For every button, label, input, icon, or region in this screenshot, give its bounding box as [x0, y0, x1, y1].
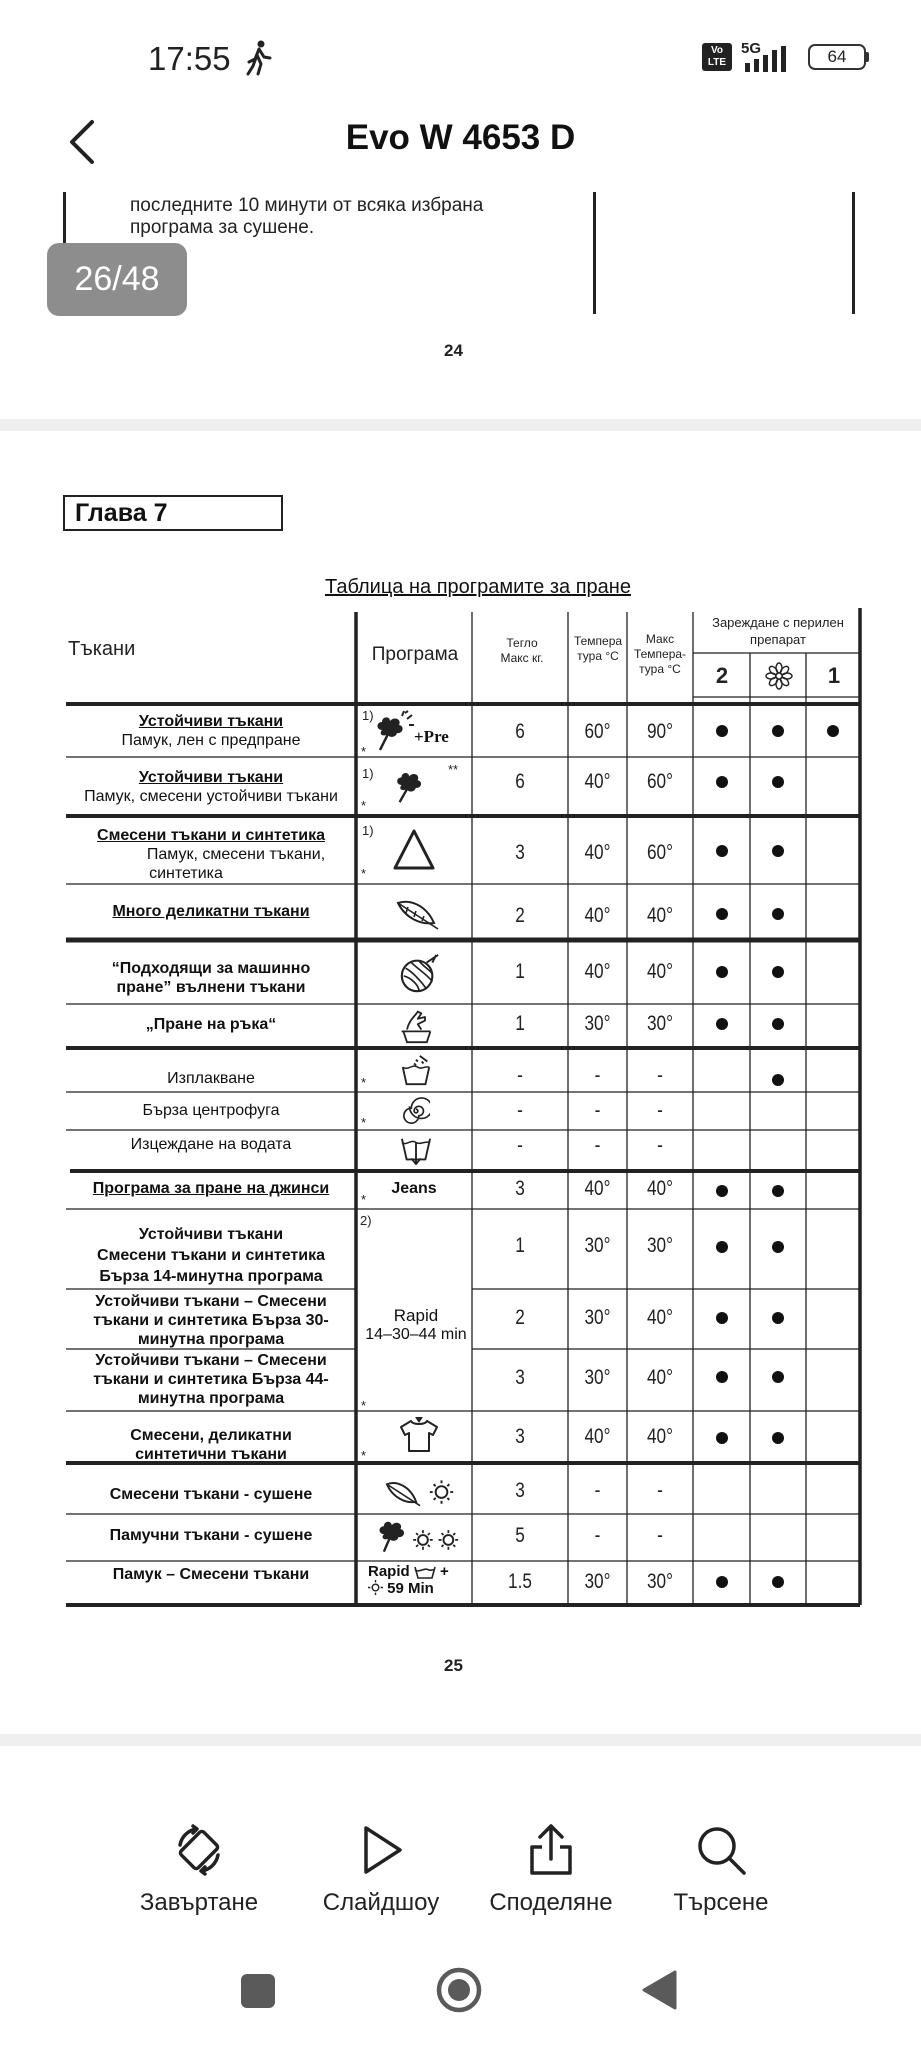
fabric-title: “Подходящи за машинно пране” вълнени тъкани [111, 960, 311, 996]
detergent-dot [716, 966, 728, 978]
rapid-59-label [368, 1563, 468, 1597]
detergent-dot [772, 1185, 784, 1197]
battery-indicator: 64 [808, 44, 866, 70]
weight-value: - [517, 1099, 523, 1122]
fabric-cell [68, 1135, 354, 1154]
fabric-cell [68, 1565, 354, 1584]
fabric-title: „Пране на ръка“ [145, 1016, 277, 1033]
fabric-title: Смесени, деликатни синтетични тъкани [130, 1427, 292, 1463]
shirt-icon [399, 1415, 439, 1453]
weight-value: - [517, 1134, 523, 1157]
weight-value: 1 [515, 1012, 525, 1035]
triangle-synthetic-icon [392, 828, 436, 872]
plus-sign: + [440, 1563, 449, 1580]
detergent-dot [716, 776, 728, 788]
detergent-dot [716, 1018, 728, 1030]
fabric-title: Програма за пране на джинси [92, 1180, 330, 1197]
page-separator [0, 1734, 921, 1746]
detergent-dot [716, 908, 728, 920]
weight-value: 2 [515, 904, 525, 927]
feather-icon [394, 897, 440, 931]
detergent-dot [772, 1432, 784, 1444]
detergent-dot [772, 776, 784, 788]
fabric-cell [68, 1351, 354, 1408]
walking-icon [244, 40, 274, 76]
max-temp-value: - [657, 1524, 663, 1547]
asterisk-mark: * [361, 744, 367, 759]
temp-value: 40° [584, 770, 611, 793]
detergent-dot [772, 845, 784, 857]
max-temp-value: 30° [646, 1012, 674, 1035]
search-button[interactable] [631, 1823, 811, 1917]
detergent-dot [716, 1312, 728, 1324]
temp-value: 40° [584, 841, 611, 864]
rotate-label: Завъртане [139, 1889, 259, 1916]
asterisk-mark: * [361, 1075, 367, 1090]
detergent-dot [716, 1371, 728, 1383]
max-temp-value: - [657, 1064, 663, 1087]
share-label: Споделяне [489, 1889, 613, 1916]
text-line: последните 10 минути от всяка избрана [130, 195, 484, 216]
tub-icon [414, 1565, 436, 1579]
asterisk-mark: * [361, 1115, 367, 1130]
status-time: 17:55 [148, 40, 231, 77]
weight-value: 3 [515, 1177, 525, 1200]
fabric-subtitle: Памук, смесени тъкани, синтетика [146, 846, 326, 882]
search-label: Търсене [673, 1889, 769, 1916]
cotton-icon [392, 765, 430, 805]
detergent-dot [772, 1241, 784, 1253]
detergent-dot [772, 1312, 784, 1324]
table-border [852, 192, 855, 314]
weight-value: 2 [515, 1306, 525, 1329]
fabric-title: Много деликатни тъкани [112, 903, 310, 920]
detergent-dot [772, 908, 784, 920]
fabric-title: Изцеждане на водата [130, 1136, 292, 1153]
temp-value: 40° [584, 1425, 611, 1448]
detergent-dot [772, 725, 784, 737]
play-icon [354, 1823, 408, 1877]
footnote-mark: 2) [360, 1213, 372, 1228]
weight-value: 1 [515, 960, 525, 983]
weight-value: 5 [515, 1524, 525, 1547]
signal-icon [740, 46, 798, 72]
detergent-dot [716, 725, 728, 737]
fabric-cell [68, 826, 354, 883]
recent-apps-button[interactable] [241, 1974, 275, 2008]
page-counter: 26/48 [47, 243, 187, 316]
fabric-title: Устойчиви тъкани – Смесени тъкани и синтетика Бърза 44-минутна програма [93, 1352, 329, 1407]
footnote-mark: 1) [362, 766, 374, 781]
fabric-cell [68, 1015, 354, 1034]
header-fabrics: Тъкани [68, 638, 136, 660]
max-temp-value: 40° [646, 1177, 674, 1200]
weight-value: 1 [515, 1234, 525, 1257]
temp-value: - [594, 1064, 601, 1087]
temp-value: - [594, 1134, 601, 1157]
footnote-mark: 1) [362, 823, 374, 838]
temp-value: - [594, 1524, 601, 1547]
search-icon [694, 1823, 748, 1877]
temp-value: 40° [584, 1177, 611, 1200]
temp-value: 40° [584, 904, 611, 927]
wool-ball-icon [398, 952, 440, 996]
detergent-dot [772, 1371, 784, 1383]
rotate-icon [172, 1823, 226, 1877]
weight-value: - [517, 1064, 523, 1087]
share-icon [524, 1823, 578, 1877]
fabric-title: Смесени тъкани - сушене [109, 1486, 313, 1503]
rapid-duration: 59 Min [387, 1580, 434, 1597]
asterisk-mark: * [361, 1448, 367, 1463]
temp-value: 60° [584, 720, 611, 743]
header-detergent: Зареждане с перилен препарат [712, 615, 844, 647]
rinse-icon [399, 1054, 433, 1088]
max-temp-value: - [657, 1134, 663, 1157]
weight-value: 6 [515, 720, 525, 743]
footnote-mark: 1) [362, 708, 374, 723]
rapid-label: Rapid [393, 1306, 439, 1325]
header-max-temp: Макс Темпера- тура °C [633, 632, 687, 676]
detergent-dot [716, 1432, 728, 1444]
program-jeans: Jeans [391, 1180, 437, 1197]
fabric-title: Бърза центрофуга [142, 1102, 280, 1119]
max-temp-value: 30° [646, 1234, 674, 1257]
asterisk-mark: * [361, 866, 367, 881]
fabric-cell [68, 1485, 354, 1504]
volte-icon: Vo LTE [702, 43, 732, 71]
fabric-title: Устойчиви тъкани [138, 1226, 284, 1243]
rapid-label: Rapid [368, 1563, 410, 1580]
detergent-dot [772, 1018, 784, 1030]
temp-value: 30° [584, 1234, 611, 1257]
max-temp-value: 40° [646, 1366, 674, 1389]
asterisk-mark: * [361, 798, 367, 813]
fabric-cell [68, 712, 354, 750]
nav-back-button[interactable] [641, 1970, 677, 2010]
fabric-cell [68, 768, 354, 806]
max-temp-value: - [657, 1099, 663, 1122]
feather-dry-icon [383, 1478, 461, 1510]
rapid-program-label [358, 1306, 474, 1344]
header-temp: Темпера тура °C [573, 634, 623, 663]
fabric-title: Смесени тъкани и синтетика [97, 827, 325, 844]
fabric-title: Памучни тъкани - сушене [109, 1527, 313, 1544]
detergent-dot [716, 1241, 728, 1253]
fabric-subtitle: Памук, лен с предпране [121, 732, 301, 749]
share-button[interactable] [461, 1823, 641, 1917]
rotate-button[interactable] [109, 1823, 289, 1917]
temp-value: 30° [584, 1366, 611, 1389]
fabric-cell [68, 1292, 354, 1349]
fabric-title: Памук – Смесени тъкани [112, 1566, 310, 1583]
max-temp-value: 40° [646, 1306, 674, 1329]
asterisk-mark: * [361, 1398, 367, 1413]
fabric-cell [68, 1224, 354, 1287]
detergent-dot [716, 845, 728, 857]
table-title: Таблица на програмите за пране [325, 576, 631, 598]
status-bar [0, 0, 921, 110]
fabric-cell [68, 1069, 354, 1088]
temp-value: 30° [584, 1306, 611, 1329]
fabric-cell [68, 1526, 354, 1545]
fabric-title: Устойчиви тъкани [138, 713, 284, 730]
fabric-cell [68, 902, 354, 921]
network-type: 5G [741, 40, 762, 57]
chapter-heading: Глава 7 [63, 495, 283, 531]
detergent-dot [716, 1576, 728, 1588]
fabric-subtitle: Памук, смесени устойчиви тъкани [84, 788, 338, 805]
fabric-title: Бърза 14-минутна програма [99, 1268, 323, 1285]
weight-value: 3 [515, 1479, 525, 1502]
fabric-cell [68, 1101, 354, 1120]
page-number: 25 [444, 1656, 463, 1675]
fabric-title: Устойчиви тъкани – Смесени тъкани и синтетика Бърза 30-минутна програма [93, 1293, 329, 1348]
temp-value: - [594, 1099, 601, 1122]
fabric-title: Смесени тъкани и синтетика [97, 1247, 325, 1264]
page-number: 24 [444, 341, 463, 360]
cotton-prewash-icon [372, 710, 416, 754]
temp-value: 40° [584, 960, 611, 983]
detergent-dot [827, 725, 839, 737]
rapid-duration: 14–30–44 min [365, 1326, 467, 1343]
spin-icon [402, 1097, 430, 1125]
temp-value: 30° [584, 1012, 611, 1035]
max-temp-value: 60° [646, 770, 674, 793]
max-temp-value: 90° [646, 720, 674, 743]
weight-value: 1.5 [508, 1570, 532, 1593]
drain-icon [399, 1135, 433, 1165]
asterisk-mark: * [361, 1192, 367, 1207]
fabric-cell [68, 959, 354, 997]
cotton-dry-icon [378, 1520, 464, 1554]
slideshow-label: Слайдшоу [322, 1889, 440, 1916]
max-temp-value: 40° [646, 1425, 674, 1448]
double-star-mark: ** [448, 762, 459, 777]
max-temp-value: - [657, 1479, 663, 1502]
weight-value: 3 [515, 1425, 525, 1448]
page-text [130, 195, 483, 239]
fabric-title: Устойчиви тъкани [138, 769, 284, 786]
temp-value: - [594, 1479, 601, 1502]
slideshow-button[interactable] [291, 1823, 471, 1917]
detergent-dot [772, 1576, 784, 1588]
detergent-dot [772, 966, 784, 978]
document-title: Evo W 4653 D [345, 118, 576, 157]
battery-tip [865, 52, 869, 62]
hand-wash-icon [398, 1008, 434, 1044]
detergent-dot [716, 1185, 728, 1197]
weight-value: 3 [515, 841, 525, 864]
temp-value: 30° [584, 1570, 611, 1593]
compartment-2: 2 [715, 663, 729, 688]
sun-dry-icon [368, 1580, 383, 1595]
detergent-dot [772, 1074, 784, 1086]
fabric-cell [68, 1426, 354, 1464]
text-line: програма за сушене. [130, 217, 315, 238]
fabric-cell [68, 1179, 354, 1198]
header-weight: Тегло Макс кг. [500, 636, 544, 665]
max-temp-value: 30° [646, 1570, 674, 1593]
compartment-1: 1 [827, 663, 841, 688]
weight-value: 3 [515, 1366, 525, 1389]
max-temp-value: 40° [646, 904, 674, 927]
max-temp-value: 40° [646, 960, 674, 983]
softener-flower-icon [765, 662, 793, 690]
weight-value: 6 [515, 770, 525, 793]
max-temp-value: 60° [646, 841, 674, 864]
page-separator [0, 419, 921, 431]
fabric-title: Изплакване [167, 1070, 255, 1087]
prewash-label: +Pre [414, 727, 449, 746]
table-border [593, 192, 596, 314]
header-program: Програма [371, 644, 459, 665]
home-button[interactable] [435, 1966, 483, 2014]
